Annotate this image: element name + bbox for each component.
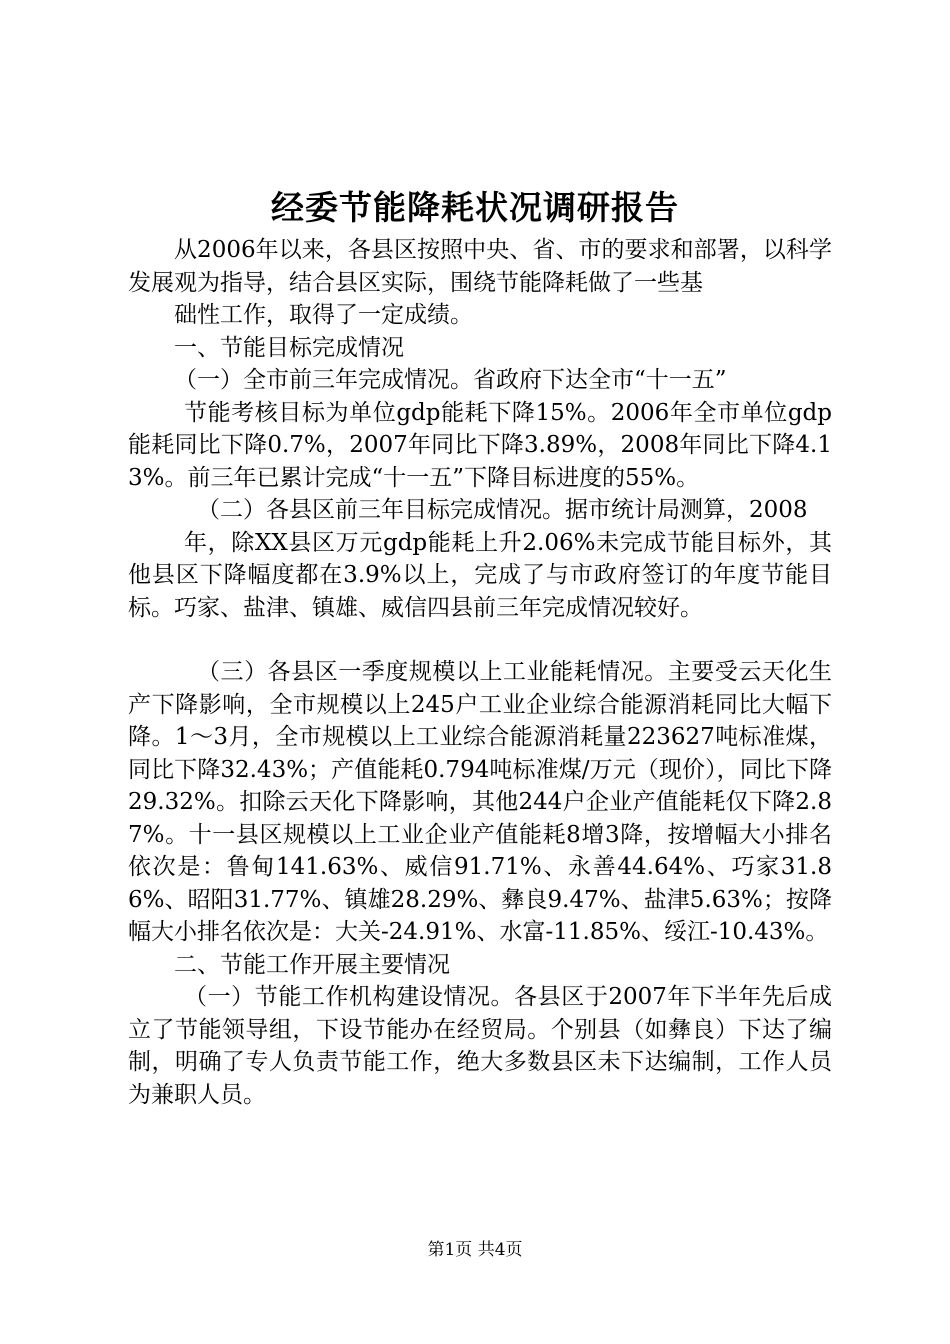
subsection-1-2-heading: （二）各县区前三年目标完成情况。据市统计局测算，2008 <box>197 497 808 523</box>
document-title: 经委节能降耗状况调研报告 <box>271 188 679 227</box>
document-body <box>128 234 832 1111</box>
paragraph-1-1: 节能考核目标为单位gdp能耗下降15%。2006年全市单位gdp能耗同比下降0.7%，2007年同比下降3.89%，2008年同比下降4.13%。前三年已累计完成“十一五”下降目标进度的55%。 <box>128 399 832 491</box>
paragraph-intro-continued: 础性工作，取得了一定成绩。 <box>174 302 473 328</box>
paragraph-intro: 从2006年以来，各县区按照中央、省、市的要求和部署，以科学发展观为指导，结合县区实际，围绕节能降耗做了一些基 <box>128 237 832 296</box>
paragraph-1-3: （三）各县区一季度规模以上工业能耗情况。主要受云天化生产下降影响，全市规模以上245户工业企业综合能源消耗同比大幅下降。1～3月，全市规模以上工业综合能源消耗量223627吨标准煤，同比下降32.43%；产值能耗0.794吨标准煤/万元（现价），同比下降29.32%。扣除云天化下降影响，其他244户企业产值能耗仅下降2.87%。十一县区规模以上工业企业产值能耗8增3降，按增幅大小排名依次是：鲁甸141.63%、威信91.71%、永善44.64%、巧家31.86%、昭阳31.77%、镇雄28.29%、彝良9.47%、盐津5.63%；按降幅大小排名依次是：大关-24.91%、水富-11.85%、绥江-10.43%。 <box>128 659 832 945</box>
paragraph-1-2: 年，除XX县区万元gdp能耗上升2.06%未完成节能目标外，其他县区下降幅度都在3.9%以上，完成了与市政府签订的年度节能目标。巧家、盐津、镇雄、威信四县前三年完成情况较好。 <box>128 529 832 621</box>
section-heading-1: 一、节能目标完成情况 <box>174 334 404 361</box>
section-heading-2: 二、节能工作开展主要情况 <box>174 951 450 978</box>
page-footer: 第1页 共4页 <box>427 1240 523 1260</box>
paragraph-2-1: （一）节能工作机构建设情况。各县区于2007年下半年先后成立了节能领导组，下设节能办在经贸局。个别县（如彝良）下达了编制，明确了专人负责节能工作，绝大多数县区未下达编制，工作人员为兼职人员。 <box>128 984 832 1108</box>
subsection-1-1-heading: （一）全市前三年完成情况。省政府下达全市“十一五” <box>174 367 727 393</box>
paragraph-gap <box>128 624 832 656</box>
